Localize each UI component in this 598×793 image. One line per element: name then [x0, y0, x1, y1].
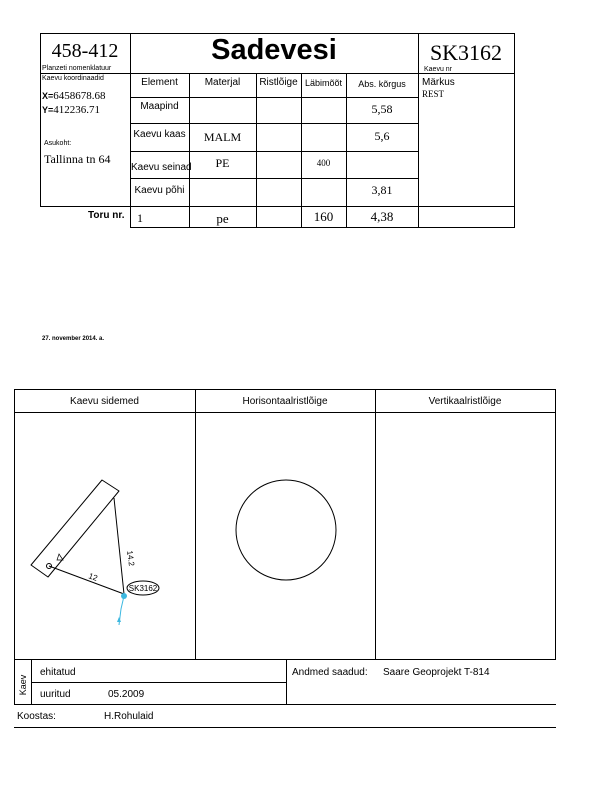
col-header-material: Materjal [204, 77, 241, 88]
page-title: Sadevesi [211, 34, 337, 66]
row-material: PE [215, 156, 230, 170]
well-caption: Kaevu nr [424, 66, 453, 73]
author-value: H.Rohulaid [104, 711, 154, 722]
side-label-box [14, 668, 31, 700]
location-value: Tallinna tn 64 [44, 152, 111, 166]
side-label: Kaev [18, 674, 28, 696]
col-header-elevation: Abs. kõrgus [358, 79, 406, 89]
pipe-diameter: 160 [313, 209, 334, 224]
col-header-element: Element [141, 77, 178, 88]
x-coordinate [42, 90, 106, 102]
coords-label: Kaevu koordinaadid [42, 75, 104, 82]
tie-line-b [49, 566, 124, 594]
col-header-note: Märkus [422, 77, 455, 88]
surveyed-label: uuritud [40, 689, 71, 700]
triangle-marker [57, 554, 63, 560]
note-value: REST [422, 89, 445, 99]
pipe-label: Toru nr. [88, 210, 125, 221]
y-value: 412236.71 [53, 104, 101, 116]
pipe-number: 1 [137, 211, 143, 225]
panel-title-horizontal: Horisontaalristlõige [242, 396, 328, 407]
panel-title-ties: Kaevu sidemed [70, 396, 139, 407]
row-element: Kaevu seinad [131, 162, 192, 173]
row-diameter: 400 [316, 158, 331, 168]
author-label: Koostas: [17, 711, 56, 722]
horizontal-section-sketch [196, 413, 375, 659]
row-element: Kaevu kaas [133, 129, 186, 140]
pipe-elevation: 4,38 [370, 209, 394, 224]
row-elevation: 5,58 [371, 102, 393, 116]
tie-line-a [114, 498, 124, 594]
row-material: MALM [203, 130, 242, 144]
row-element: Kaevu põhi [134, 185, 185, 196]
x-label: X= [42, 91, 54, 101]
row-elevation: 5,6 [374, 129, 390, 143]
y-coordinate [42, 104, 100, 116]
location-label: Asukoht: [44, 140, 72, 147]
ties-sketch [15, 413, 195, 659]
panel-title-vertical: Vertikaalristlõige [428, 396, 502, 407]
built-label: ehitatud [40, 667, 76, 678]
tie-distance-b: 12 [87, 571, 99, 583]
sheet-caption: Planzeti nomenklatuur [42, 65, 112, 72]
tie-distance-a: 14.2 [125, 550, 137, 567]
row-elevation: 3,81 [371, 183, 393, 197]
x-value: 6458678.68 [53, 90, 106, 102]
y-label: Y= [42, 105, 54, 115]
data-source-label: Andmed saadud: [292, 667, 368, 678]
building-outline [31, 480, 119, 577]
col-header-section: Ristlõige [259, 77, 298, 88]
row-element: Maapind [140, 101, 179, 112]
well-id: SK3162 [429, 40, 503, 65]
well-label: SK3162 [128, 584, 158, 593]
well-circle [236, 480, 336, 580]
document-date: 27. november 2014. a. [42, 336, 105, 342]
pipe-material: pe [216, 211, 229, 226]
sheet-number: 458-412 [51, 40, 119, 62]
data-source-value: Saare Geoprojekt T-814 [383, 667, 490, 678]
surveyed-value: 05.2009 [108, 689, 145, 700]
col-header-diameter: Läbimõõt [304, 78, 343, 88]
